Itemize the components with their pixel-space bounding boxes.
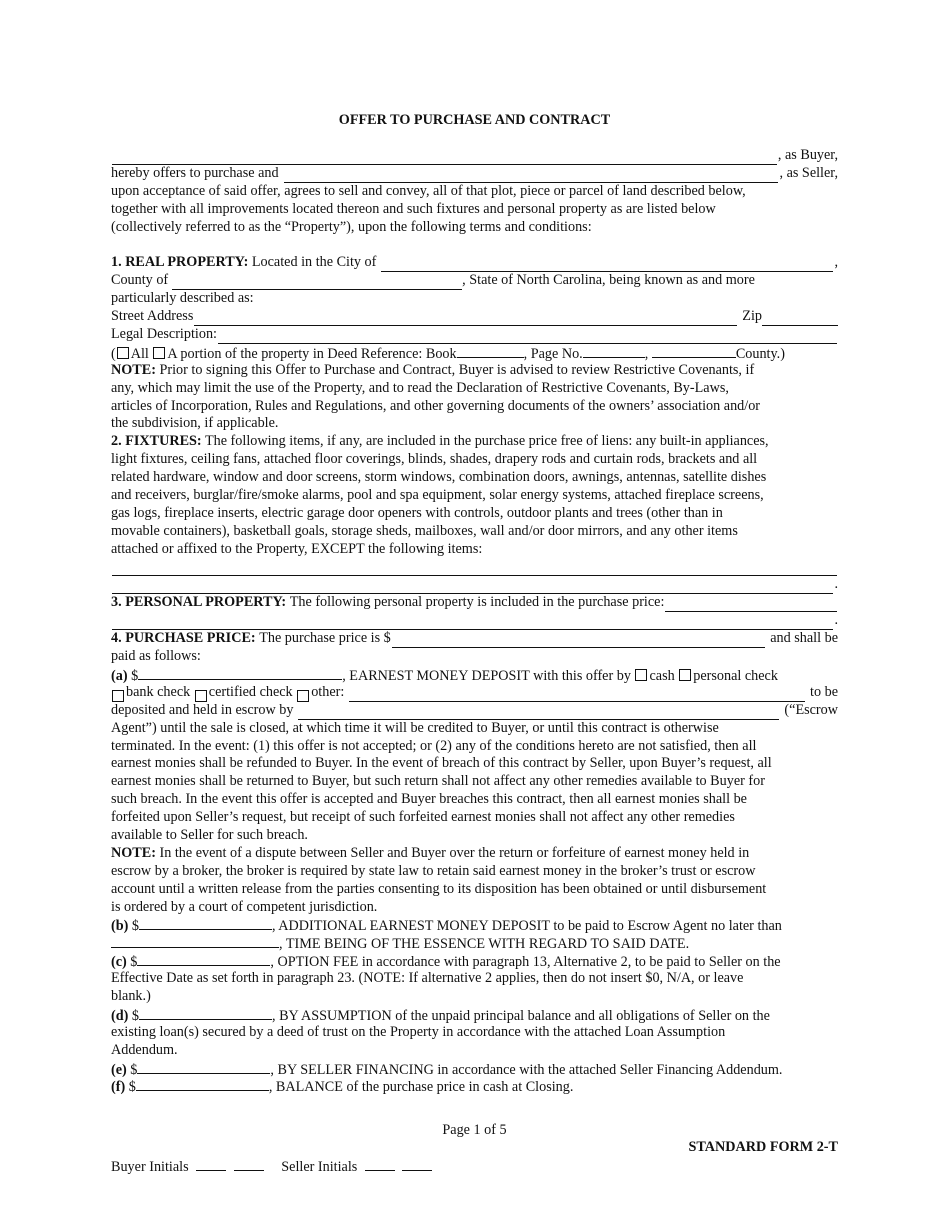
seller-financing-field[interactable]: [137, 1060, 270, 1074]
portion-label: A portion of the property in Deed Reference: Book: [167, 345, 457, 362]
option-fee-text: , OPTION FEE in accordance with paragraph 13, Alternative 2, to be paid to Seller on the: [270, 954, 781, 971]
all-label: All: [130, 345, 149, 362]
note-line: [111, 362, 838, 380]
paren: (: [111, 345, 116, 362]
item-label-a: (a): [111, 667, 128, 684]
option-fee-text: Effective Date as set forth in paragraph 23. (NOTE: If alternative 2 applies, then do not insert $0, N/A, or leave: [111, 970, 744, 987]
section-heading: 2. FIXTURES:: [111, 433, 202, 450]
certified-check-label: certified check: [208, 683, 293, 700]
escrow-agent-field[interactable]: [298, 706, 779, 720]
paid-as-follows: paid as follows:: [111, 648, 201, 665]
seller-initials-field-2[interactable]: [402, 1157, 432, 1171]
fixtures-text: light fixtures, ceiling fans, attached floor coverings, blinds, shades, drapery rods and curtain rods, brackets and all: [111, 451, 758, 468]
street-address-field[interactable]: [194, 312, 737, 326]
personal-property-line-2: [111, 612, 838, 630]
additional-deposit-text: , ADDITIONAL EARNEST MONEY DEPOSIT to be paid to Escrow Agent no later than: [271, 918, 782, 935]
page-label: , Page No.: [523, 345, 583, 362]
personal-property-line: [111, 594, 838, 612]
cash-checkbox[interactable]: [635, 669, 647, 681]
as-seller-label: , as Seller,: [779, 164, 838, 181]
seller-initials-field-1[interactable]: [365, 1157, 395, 1171]
seller-line: [111, 165, 838, 183]
additional-deposit-line: [111, 916, 838, 934]
other-checkbox[interactable]: [297, 690, 309, 702]
balance-field[interactable]: [136, 1077, 269, 1091]
intro-text: together with all improvements located thereon and such fixtures and personal property as are listed below: [111, 200, 716, 217]
note-text: In the event of a dispute between Seller and Buyer over the return or forfeiture of earnest money held in: [159, 844, 750, 861]
period: .: [834, 576, 838, 593]
dollar-sign: $: [131, 667, 139, 684]
personal-check-checkbox[interactable]: [679, 669, 691, 681]
deposited-label: deposited and held in escrow by: [111, 701, 294, 718]
note-text: account until a written release from the parties consenting to its disposition has been obtained or until disbursement: [111, 880, 767, 897]
page-number: Page 1 of 5: [442, 1122, 507, 1138]
intro-text: upon acceptance of said offer, agrees to sell and convey, all of that plot, piece or parcel of land described below,: [111, 182, 746, 199]
except-items-field-2[interactable]: [112, 580, 833, 594]
section-heading: 3. PERSONAL PROPERTY:: [111, 594, 287, 611]
county-line: [111, 272, 838, 290]
note-text: articles of Incorporation, Rules and Regulations, and other governing documents of the owners’ association and/or: [111, 397, 761, 414]
county-close-label: County.): [735, 345, 785, 362]
escrow-label: (“Escrow: [784, 701, 838, 718]
option-fee-line: [111, 952, 838, 970]
described-label: particularly described as:: [111, 290, 254, 307]
fixtures-text: and receivers, burglar/fire/smoke alarms, pool and spa equipment, solar energy systems, attached fireplace screens,: [111, 487, 764, 504]
zip-label: Zip: [742, 308, 762, 325]
item-label-d: (d): [111, 1007, 129, 1024]
seller-financing-text: , BY SELLER FINANCING in accordance with the attached Seller Financing Addendum.: [270, 1061, 783, 1078]
note-text: Prior to signing this Offer to Purchase and Contract, Buyer is advised to review Restrictive Covenants, if: [159, 361, 755, 378]
zip-field[interactable]: [762, 312, 838, 326]
assumption-text: Addendum.: [111, 1041, 178, 1058]
legal-line: [111, 326, 838, 344]
balance-text: , BALANCE of the purchase price in cash at Closing.: [268, 1079, 574, 1096]
item-label-f: (f): [111, 1079, 126, 1096]
except-items-field[interactable]: [112, 562, 837, 576]
additional-deposit-date-line: [111, 934, 838, 952]
cash-label: cash: [649, 667, 675, 684]
item-label-e: (e): [111, 1061, 127, 1078]
deed-line: [111, 344, 838, 362]
buyer-line: [111, 147, 838, 165]
comma: ,: [644, 345, 649, 362]
dollar-sign: $: [130, 954, 138, 971]
personal-check-label: personal check: [693, 667, 778, 684]
page-field[interactable]: [583, 344, 645, 358]
seller-financing-line: [111, 1060, 838, 1078]
deed-county-field[interactable]: [652, 344, 736, 358]
check-types-line: [111, 684, 838, 702]
note-text: is ordered by a court of competent jurisdiction.: [111, 898, 378, 915]
portion-checkbox[interactable]: [153, 347, 165, 359]
dollar-sign: $: [130, 1061, 138, 1078]
bank-check-checkbox[interactable]: [112, 690, 124, 702]
city-field[interactable]: [381, 258, 833, 272]
earnest-money-field[interactable]: [138, 666, 342, 680]
legal-label: Legal Description:: [111, 326, 217, 342]
page-title: OFFER TO PURCHASE AND CONTRACT: [338, 112, 611, 128]
book-field[interactable]: [457, 344, 524, 358]
city-label: Located in the City of: [251, 254, 377, 271]
fixtures-except-line: [111, 576, 838, 594]
personal-property-field[interactable]: [665, 598, 837, 612]
county-field[interactable]: [172, 276, 462, 290]
escrow-line: [111, 702, 838, 720]
assumption-text: , BY ASSUMPTION of the unpaid principal balance and all obligations of Seller on the: [271, 1007, 770, 1024]
fixtures-text: attached or affixed to the Property, EXCEPT the following items:: [111, 540, 483, 557]
county-label: County of: [111, 272, 169, 289]
buyer-initials-field-2[interactable]: [234, 1157, 264, 1171]
earnest-text: earnest monies shall be returned to Buyer, but such return shall not affect any other remedies available to Buyer for: [111, 773, 765, 790]
fixtures-text: movable containers), basketball goals, storage sheds, mailboxes, wall and/or door mirrors, and any other items: [111, 522, 738, 539]
dollar-sign: $: [131, 1007, 139, 1024]
note-text: the subdivision, if applicable.: [111, 415, 279, 432]
fixtures-text: The following items, if any, are included in the purchase price free of liens: any built-in appliances,: [204, 433, 769, 450]
buyer-initials-label: Buyer Initials: [111, 1159, 189, 1175]
earnest-text: available to Seller for such breach.: [111, 826, 308, 843]
earnest-text: terminated. In the event: (1) this offer is not accepted; or (2) any of the conditions hereto are not satisfied, then all: [111, 737, 757, 754]
period: .: [834, 612, 838, 629]
note-line: [111, 845, 838, 863]
street-label: Street Address: [111, 308, 194, 325]
dollar-sign: $: [131, 918, 139, 935]
assumption-line: [111, 1006, 838, 1024]
other-label: other:: [311, 683, 345, 700]
purchase-price-text: The purchase price is $: [259, 630, 391, 647]
shall-be-label: and shall be: [770, 630, 838, 647]
certified-check-checkbox[interactable]: [195, 690, 207, 702]
initials-line: [111, 1157, 838, 1177]
note-heading: NOTE:: [111, 844, 156, 861]
earnest-text: earnest monies shall be refunded to Buyer. In the event of breach of this contract by Seller, upon Buyer’s request, all: [111, 755, 772, 772]
street-line: [111, 308, 838, 326]
buyer-name-field[interactable]: [112, 151, 777, 165]
all-checkbox[interactable]: [117, 347, 129, 359]
form-name: STANDARD FORM 2-T: [688, 1139, 838, 1155]
earnest-money-text: , EARNEST MONEY DEPOSIT with this offer by: [342, 667, 631, 684]
purchase-price-line: [111, 630, 838, 648]
fixtures-line: [111, 433, 838, 451]
buyer-initials-field-1[interactable]: [196, 1157, 226, 1171]
additional-deposit-field[interactable]: [139, 916, 272, 930]
assumption-text: existing loan(s) secured by a deed of trust on the Property in accordance with the attached Loan Assumption: [111, 1023, 726, 1040]
note-text: any, which may limit the use of the Property, and to read the Declaration of Restrictive Covenants, By-Laws,: [111, 379, 729, 396]
earnest-text: forfeited upon Seller’s request, but receipt of such forfeited earnest monies shall not affect any other remedies: [111, 809, 735, 826]
earnest-text: such breach. In the event this offer is accepted and Buyer breaches this contract, then all earnest monies shall be: [111, 791, 747, 808]
fixtures-text: gas logs, fireplace inserts, electric garage door openers with controls, outdoor plants and trees (other than in: [111, 504, 723, 521]
section-heading: 4. PURCHASE PRICE:: [111, 630, 256, 647]
purchase-price-field[interactable]: [392, 634, 765, 648]
section-heading: 1. REAL PROPERTY:: [111, 254, 249, 271]
balance-line: [111, 1077, 838, 1095]
note-text: escrow by a broker, the broker is required by state law to retain said earnest money in the broker’s trust or escrow: [111, 862, 756, 879]
earnest-money-line: [111, 666, 838, 684]
legal-description-field[interactable]: [218, 330, 837, 344]
as-buyer-label: , as Buyer,: [777, 147, 838, 163]
to-be-label: to be: [810, 683, 838, 700]
fixtures-text: related hardware, window and door screens, storm windows, combination doors, awnings, antennas, satellite dishes: [111, 469, 767, 486]
bank-check-label: bank check: [126, 683, 191, 700]
note-heading: NOTE:: [111, 361, 156, 378]
fixtures-except-line: [111, 559, 838, 577]
offers-label: hereby offers to purchase and: [111, 164, 279, 181]
state-label: , State of North Carolina, being known as and more: [462, 272, 755, 289]
option-fee-text: blank.): [111, 987, 151, 1004]
earnest-text: Agent”) until the sale is closed, at which time it will be credited to Buyer, or until this contract is otherwise: [111, 719, 719, 736]
comma: ,: [834, 254, 838, 271]
personal-property-field-2[interactable]: [112, 616, 833, 630]
dollar-sign: $: [128, 1079, 136, 1096]
additional-deposit-date-field[interactable]: [111, 934, 279, 948]
intro-text: (collectively referred to as the “Property”), upon the following terms and conditions:: [111, 218, 592, 235]
item-label-b: (b): [111, 918, 129, 935]
personal-property-text: The following personal property is included in the purchase price:: [289, 594, 665, 611]
item-label-c: (c): [111, 954, 127, 971]
option-fee-field[interactable]: [137, 952, 270, 966]
assumption-field[interactable]: [139, 1006, 272, 1020]
other-field[interactable]: [349, 688, 805, 702]
seller-name-field[interactable]: [284, 169, 779, 183]
seller-initials-label: Seller Initials: [281, 1159, 358, 1175]
real-property-line: [111, 254, 838, 272]
document-body: [111, 147, 838, 1095]
essence-text: , TIME BEING OF THE ESSENCE WITH REGARD TO SAID DATE.: [279, 936, 690, 953]
